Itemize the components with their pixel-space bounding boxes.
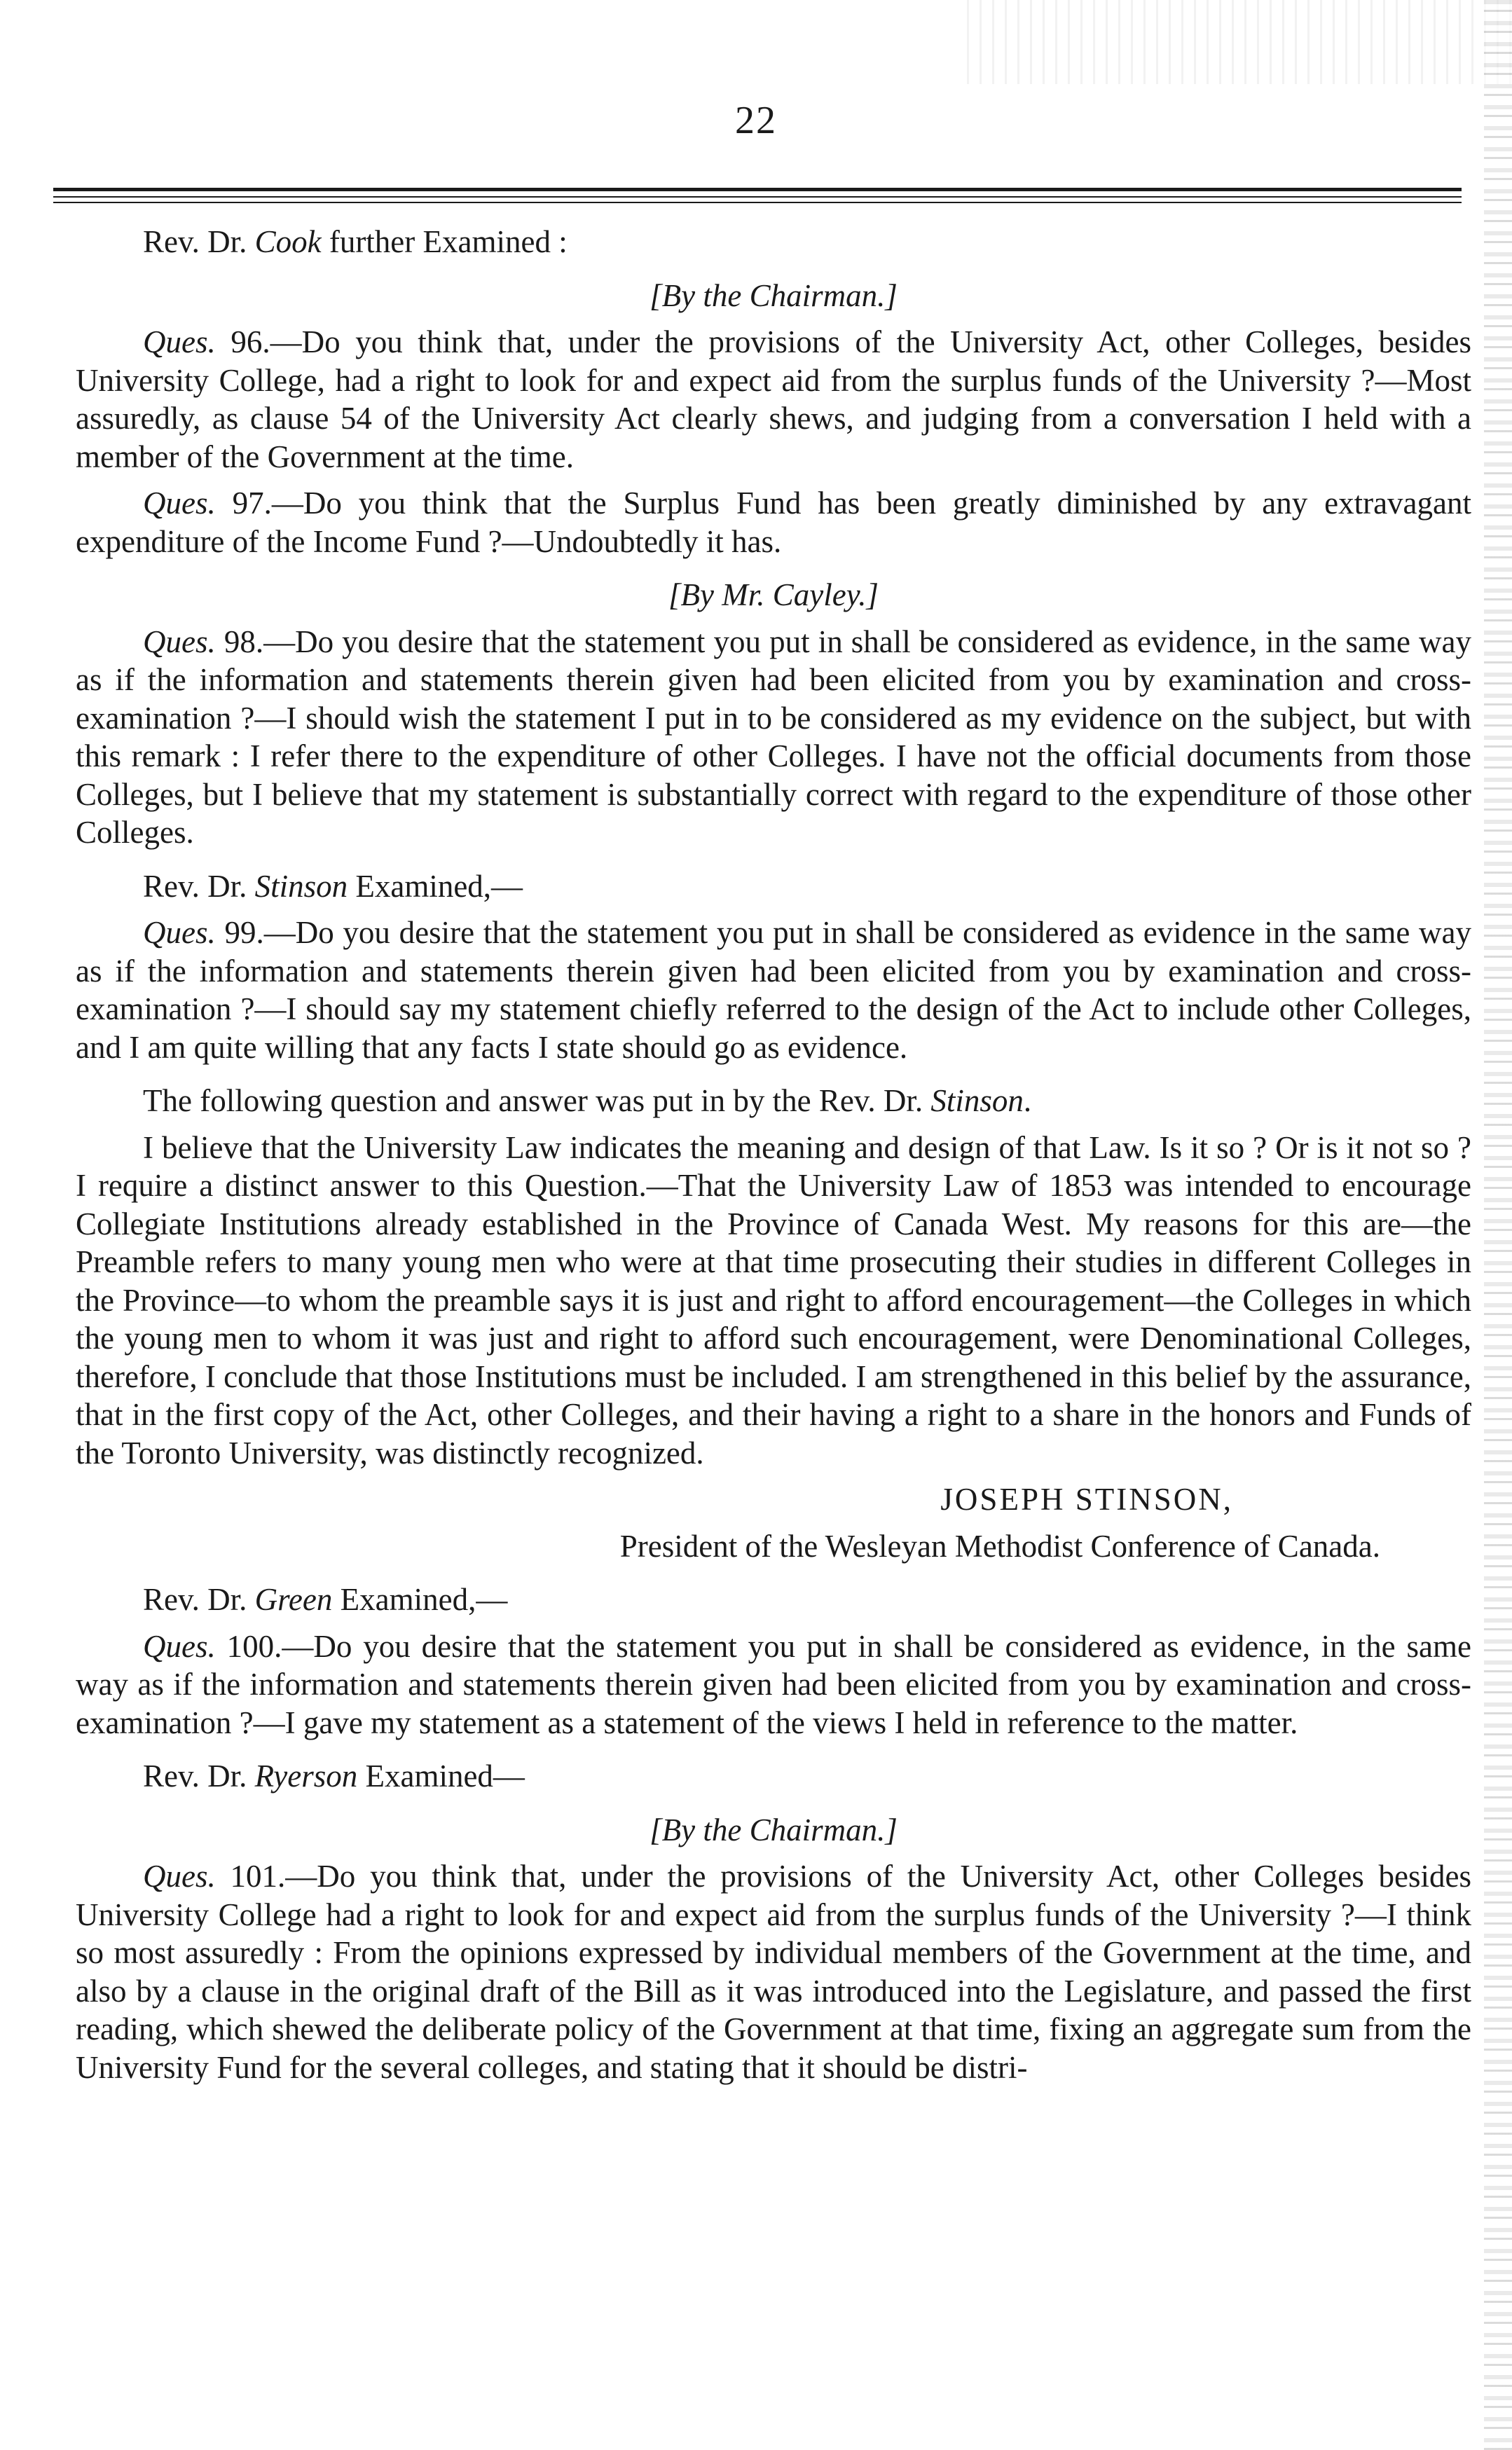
heading-suffix: Examined— bbox=[357, 1759, 525, 1794]
heading-suffix: Examined,— bbox=[332, 1582, 508, 1617]
question-text: 98.—Do you desire that the statement you put in shall be considered as evidence, in the same way as if the information and statements therein given had been elicited from you by examination and cross-examination ?—I should wish the statement I put in to be considered as my evidence on the subject, but with this remark : I refer there to the expenditure of other Colleges. I have not the official documents from those Colleges, but I believe that my statement is substantially correct with regard to the expenditure of those other Colleges. bbox=[76, 624, 1471, 850]
document-body bbox=[76, 223, 1471, 2086]
question-label: Ques. bbox=[143, 915, 216, 950]
examination-heading bbox=[76, 1581, 1471, 1619]
witness-name: Stinson bbox=[930, 1083, 1024, 1118]
heading-prefix: The following question and answer was put in by the Rev. Dr. bbox=[143, 1083, 931, 1118]
examination-heading bbox=[76, 223, 1471, 261]
question-label: Ques. bbox=[143, 624, 216, 659]
question-answer bbox=[76, 914, 1471, 1066]
question-text: 97.—Do you think that the Surplus Fund has been greatly diminished by any extravagant expenditure of the Income Fund ?—Undoubtedly it has. bbox=[76, 486, 1471, 559]
signature-title: President of the Wesleyan Methodist Conference of Canada. bbox=[619, 1528, 1380, 1564]
header-rule-thin bbox=[53, 196, 1462, 198]
heading-suffix: . bbox=[1023, 1083, 1032, 1118]
spacer bbox=[76, 1120, 1471, 1129]
spacer bbox=[76, 261, 1471, 277]
header-rule-thick bbox=[53, 188, 1462, 191]
spacer bbox=[76, 1565, 1471, 1581]
examiner-note bbox=[76, 1811, 1471, 1850]
question-label: Ques. bbox=[143, 486, 216, 521]
question-text: 101.—Do you think that, under the provisions of the University Act, other Colleges besides University College had a right to look for and expect aid from the surplus funds of the University ?—I think so most assuredly : From the opinions expressed by individual members of the Government at the time, and also by a clause in the original draft of the Bill as it was introduced into the Legislature, and passed the first reading, which shewed the deliberate policy of the Government at that time, fixing an aggregate sum from the University Fund for the several colleges, and stating that it should be distri- bbox=[76, 1859, 1471, 2085]
spacer bbox=[76, 476, 1471, 484]
spacer bbox=[76, 315, 1471, 323]
question-text: 96.—Do you think that, under the provisions of the University Act, other Colleges, besides University College, had a right to look for and expect aid from the surplus funds of the University ?—Most assuredly, as clause 54 of the University Act clearly shews, and judging from a conversation I held with a member of the Government at the time. bbox=[76, 324, 1471, 474]
heading-suffix: further Examined : bbox=[321, 224, 568, 259]
witness-name: Stinson bbox=[254, 868, 348, 904]
question-text: 99.—Do you desire that the statement you put in shall be considered as evidence in the same way as if the information and statements therein given had been elicited from you by examination and cross-examination ?—I should say my statement chiefly referred to the design of the Act to include other Colleges, and I am quite willing that any facts I state should go as evidence. bbox=[76, 915, 1471, 1065]
spacer bbox=[76, 852, 1471, 867]
heading-prefix: Rev. Dr. bbox=[143, 868, 255, 904]
spacer bbox=[76, 1519, 1471, 1527]
question-answer bbox=[76, 1627, 1471, 1742]
examination-heading bbox=[76, 1757, 1471, 1796]
examiner-text: [By the Chairman.] bbox=[650, 277, 898, 313]
question-label: Ques. bbox=[143, 1628, 216, 1664]
heading-prefix: Rev. Dr. bbox=[143, 224, 255, 259]
signature-name: JOSEPH STINSON, bbox=[940, 1482, 1233, 1517]
page-number: 22 bbox=[735, 99, 777, 142]
scan-edge bbox=[1484, 0, 1512, 2450]
question-answer bbox=[76, 1857, 1471, 2086]
statement-paragraph: I believe that the University Law indicates the meaning and design of that Law. Is it so ? Or is it not so ? I require a distinct answer to this Question.—That the University Law of 1853 was intended to encourage Collegiate Institutions already established in the Province of Canada West. My reasons for this are—the Preamble refers to many young men who were at that time prosecuting their studies in different Colleges in the Province—to whom the preamble says it is just and right to afford encouragement—the Colleges in which the young men to whom it was just and right to afford such encouragement, were Denominational Colleges, therefore, I conclude that those Institutions must be included. I am strengthened in this belief by the assurance, that in the first copy of the Act, other Colleges, and their having a right to a share in the honors and Funds of the Toronto University, was distinctly recognized. bbox=[76, 1129, 1471, 1471]
examiner-note bbox=[76, 576, 1471, 614]
heading-prefix: Rev. Dr. bbox=[143, 1759, 255, 1794]
spacer bbox=[76, 1066, 1471, 1082]
spacer bbox=[76, 560, 1471, 576]
examiner-text: [By the Chairman.] bbox=[650, 1812, 898, 1847]
question-label: Ques. bbox=[143, 1859, 216, 1894]
spacer bbox=[76, 1472, 1471, 1480]
header-rule-thin-2 bbox=[53, 202, 1462, 203]
heading-prefix: Rev. Dr. bbox=[143, 1582, 255, 1617]
witness-name: Green bbox=[254, 1582, 333, 1617]
witness-name: Ryerson bbox=[254, 1759, 358, 1794]
question-answer bbox=[76, 484, 1471, 560]
examination-heading bbox=[76, 867, 1471, 906]
question-text: 100.—Do you desire that the statement you put in shall be considered as evidence, in the same way as if the information and statements therein given had been elicited from you by examination and cross-examination ?—I gave my statement as a statement of the views I held in reference to the matter. bbox=[76, 1628, 1471, 1740]
scan-noise bbox=[967, 0, 1512, 84]
spacer bbox=[76, 905, 1471, 914]
examination-heading bbox=[76, 1082, 1471, 1120]
spacer bbox=[76, 1619, 1471, 1627]
spacer bbox=[76, 1849, 1471, 1857]
witness-name: Cook bbox=[254, 224, 322, 259]
examiner-note bbox=[76, 277, 1471, 315]
question-answer bbox=[76, 623, 1471, 852]
question-answer bbox=[76, 323, 1471, 476]
question-label: Ques. bbox=[143, 324, 216, 359]
examiner-text: [By Mr. Cayley.] bbox=[668, 577, 879, 612]
spacer bbox=[76, 1742, 1471, 1757]
heading-suffix: Examined,— bbox=[348, 868, 523, 904]
spacer bbox=[76, 1796, 1471, 1811]
spacer bbox=[76, 614, 1471, 623]
